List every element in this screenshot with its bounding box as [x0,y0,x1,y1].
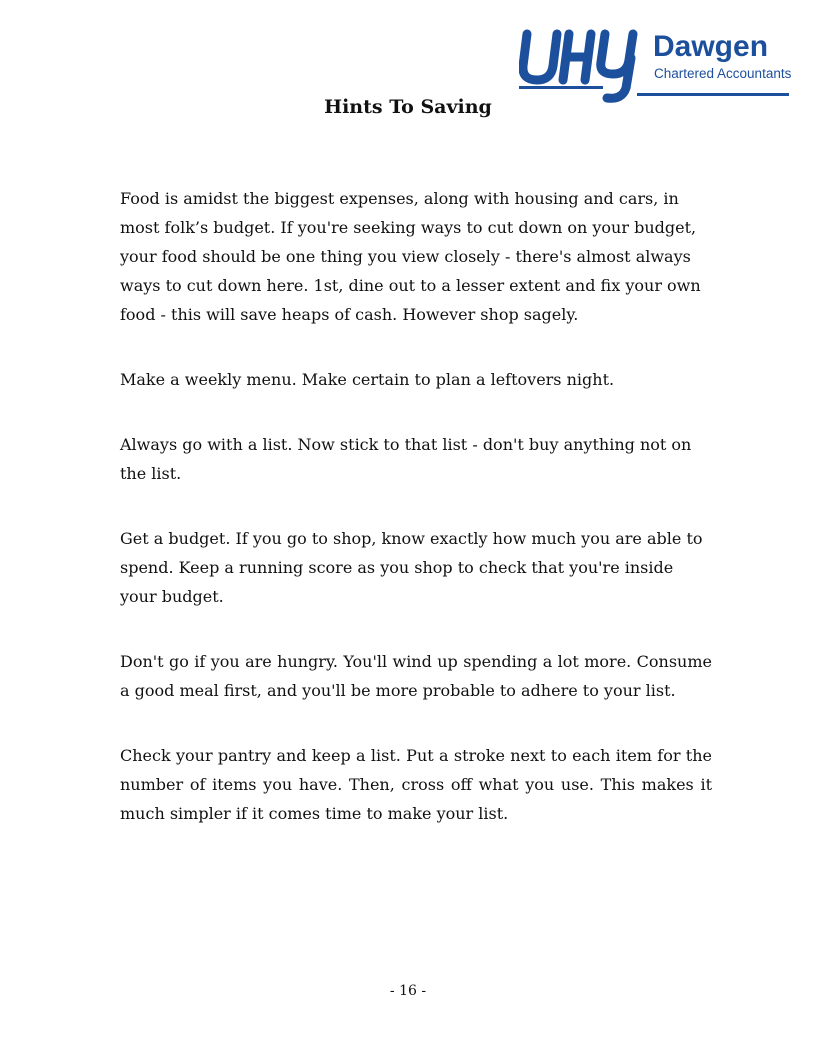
page-number: - 16 - [389,983,427,999]
paragraph-hungry: Don't go if you are hungry. You'll wind up spending a lot more. Consume a good meal first, and you'll be more probable to adhere to your list. [120,652,712,700]
uhy-dawgen-logo [519,28,791,106]
paragraph-weekly-menu: Make a weekly menu. Make certain to plan a leftovers night. [120,370,615,389]
document-body [120,184,712,864]
uhy-logo-mark [519,28,791,106]
logo-tagline: Chartered Accountants [654,66,791,81]
paragraph-food-expenses: Food is amidst the biggest expenses, along with housing and cars, in most folk’s budget. If you're seeking ways to cut down on your budget, your food should be one thing you view closely - there's almost always ways to cut down here. 1st, dine out to a lesser extent and fix your own food - this will save heaps of cash. However shop sagely. [120,189,701,324]
paragraph-shopping-list: Always go with a list. Now stick to that list - don't buy anything not on the list. [120,435,692,483]
logo-name: Dawgen [653,30,769,63]
paragraph-budget: Get a budget. If you go to shop, know exactly how much you are able to spend. Keep a running score as you shop to check that you're inside your budget. [120,529,703,606]
paragraph-pantry: Check your pantry and keep a list. Put a stroke next to each item for the number of items you have. Then, cross off what you use. This makes it much simpler if it comes time to make your list. [120,746,712,823]
page-title: Hints To Saving [324,96,492,118]
